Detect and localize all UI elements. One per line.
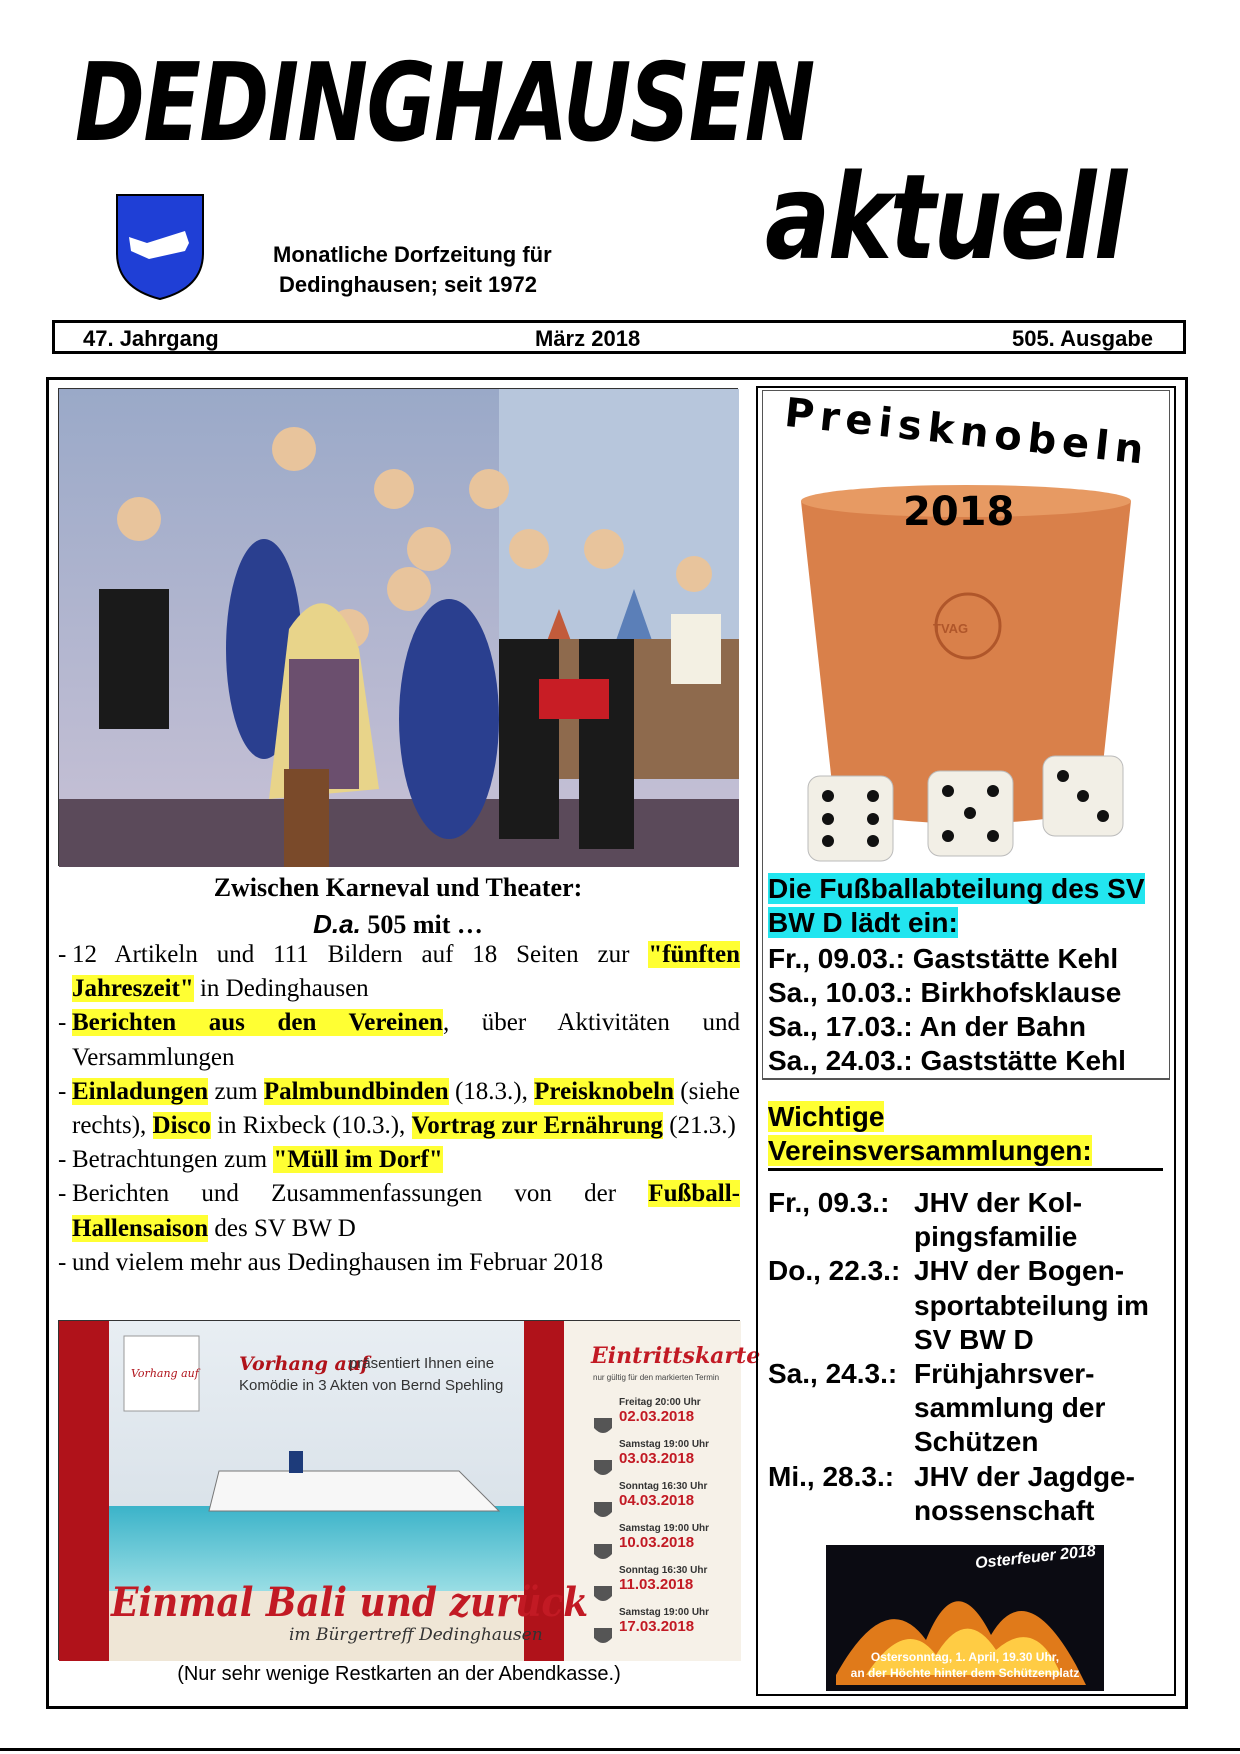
- show-date-value: 04.03.2018: [619, 1492, 695, 1509]
- osterfeuer-image: [826, 1542, 1104, 1691]
- highlight: Einladungen: [72, 1077, 209, 1105]
- versammlung-date: Mi., 28.3.:: [768, 1460, 895, 1492]
- show-date: [619, 1523, 739, 1565]
- versammlung-line: nossenschaft: [914, 1494, 1095, 1526]
- masthead: [75, 40, 1195, 310]
- show-day: Samstag 19:00 Uhr: [619, 1439, 710, 1450]
- text: (18.3.),: [448, 1077, 535, 1105]
- text: Betrachtungen zum: [72, 1146, 274, 1174]
- poster-intro-2: Komödie in 3 Akten von Bernd Spehling: [239, 1377, 504, 1394]
- tagline-line-1: Monatliche Dorfzeitung für: [273, 242, 552, 267]
- versammlung-row: [768, 1460, 1168, 1528]
- versammlung-text: [914, 1186, 1168, 1254]
- tagline-line-2: Dedinghausen; seit 1972: [279, 272, 537, 297]
- versammlungen-list: [768, 1186, 1168, 1528]
- newspaper-title: DEDINGHAUSEN: [75, 41, 814, 166]
- poster-caption: (Nur sehr wenige Restkarten an der Abendkasse.): [177, 1663, 621, 1685]
- versammlung-line: Schützen: [914, 1426, 1039, 1458]
- show-date-value: 10.03.2018: [619, 1534, 695, 1551]
- carnival-photo: [58, 388, 738, 866]
- divider: [762, 1078, 1170, 1079]
- show-date: [619, 1439, 739, 1481]
- poster-verein: Vorhang auf: [239, 1353, 369, 1375]
- versammlung-row: [768, 1357, 1168, 1460]
- play-venue: im Bürgertreff Dedinghausen: [289, 1625, 543, 1645]
- da-abbrev: D.a.: [313, 909, 361, 939]
- newspaper-subtitle: aktuell: [765, 148, 1125, 286]
- show-day: Sonntag 16:30 Uhr: [619, 1565, 708, 1576]
- fussball-dates: [768, 942, 1164, 1078]
- osterfeuer-info: [830, 1649, 1100, 1681]
- issue-number: 505. Ausgabe: [1011, 326, 1153, 351]
- bottom-rule: [0, 1748, 1240, 1751]
- issue-info-bar: [52, 320, 1186, 354]
- versammlung-line: JHV der Kol-: [914, 1187, 1083, 1218]
- list-item: [58, 1177, 740, 1245]
- poster-intro: präsentiert Ihnen eine: [349, 1355, 495, 1372]
- versammlung-date: Do., 22.3.:: [768, 1255, 901, 1287]
- highlight: "Müll im Dorf": [273, 1146, 443, 1174]
- highlight: Palmbundbinden: [263, 1077, 449, 1105]
- headline-rest: 505 mit …: [360, 910, 483, 939]
- issue-date: März 2018: [535, 326, 641, 351]
- theater-poster: [58, 1320, 761, 1660]
- ticket-note: nur gültig für den markierten Termin: [593, 1373, 720, 1382]
- show-date-value: 11.03.2018: [619, 1576, 694, 1593]
- preisknobeln-title: Preisknobeln: [782, 389, 1152, 475]
- show-day: Freitag 20:00 Uhr: [619, 1397, 701, 1408]
- preisknobeln-year: 2018: [903, 489, 1015, 535]
- versammlung-row: [768, 1186, 1168, 1254]
- text: in Rixbeck (10.3.),: [210, 1112, 412, 1140]
- ticket-title: Eintrittskarte: [591, 1343, 761, 1369]
- versammlung-text: [914, 1254, 1168, 1357]
- list-item: [58, 1006, 740, 1074]
- tagline: [273, 240, 552, 300]
- text: , über Aktivitäten und Versammlungen: [72, 1009, 740, 1071]
- list-item: [58, 938, 740, 1006]
- versammlung-line: pingsfamilie: [914, 1221, 1078, 1253]
- fussball-date: Fr., 09.03.: Gaststätte Kehl: [768, 943, 1119, 974]
- versammlung-text: [914, 1460, 1168, 1528]
- versammlung-line: sammlung der: [914, 1392, 1106, 1424]
- verein-logo-text: Vorhang auf: [131, 1367, 199, 1380]
- list-item: [58, 1143, 740, 1177]
- text: (21.3.): [662, 1112, 736, 1140]
- show-day: Sonntag 16:30 Uhr: [619, 1481, 708, 1492]
- osterfeuer-title: Osterfeuer 2018: [974, 1542, 1097, 1573]
- versammlung-line: sportabteilung im: [914, 1289, 1149, 1321]
- highlight: Vortrag zur Ernährung: [411, 1112, 663, 1140]
- headline-line-1: Zwischen Karneval und Theater:: [213, 873, 583, 902]
- text: des SV BW D: [208, 1214, 356, 1242]
- versammlung-date: Fr., 09.3.:: [768, 1187, 890, 1218]
- fussball-date: Sa., 10.03.: Birkhofsklause: [768, 977, 1122, 1008]
- highlight: Fußball-Hallensaison: [72, 1180, 740, 1242]
- jahrgang: 47. Jahrgang: [83, 326, 219, 351]
- show-date-value: 17.03.2018: [619, 1618, 695, 1635]
- show-day: Samstag 19:00 Uhr: [619, 1607, 710, 1618]
- text: Berichten und Zusammenfassungen von der: [72, 1180, 649, 1208]
- text: und vielem mehr aus Dedinghausen im Februar 2018: [72, 1248, 604, 1276]
- fussball-date: Sa., 24.03.: Gaststätte Kehl: [768, 1045, 1126, 1076]
- coat-of-arms-icon: [115, 193, 205, 301]
- versammlung-line: Frühjahrsver-: [914, 1358, 1095, 1390]
- heading-underline: [768, 1168, 1163, 1171]
- cup-logo-text: TVAG: [933, 621, 969, 636]
- versammlung-date: Sa., 24.3.:: [768, 1358, 898, 1390]
- show-date-value: 02.03.2018: [619, 1408, 695, 1425]
- osterfeuer-line-2: an der Höchte hinter dem Schützenplatz: [850, 1666, 1080, 1680]
- highlight: Disco: [152, 1112, 211, 1140]
- versammlung-line: SV BW D: [914, 1323, 1034, 1355]
- show-date: [619, 1481, 739, 1523]
- versammlung-line: JHV der Bogen-: [914, 1255, 1125, 1287]
- show-date-value: 03.03.2018: [619, 1450, 695, 1467]
- show-date: [619, 1607, 739, 1649]
- versammlung-row: [768, 1254, 1168, 1357]
- contents-list: [58, 938, 740, 1280]
- versammlung-line: JHV der Jagdge-: [914, 1460, 1135, 1492]
- text: in Dedinghausen: [193, 975, 369, 1003]
- highlight: Berichten aus den Vereinen: [72, 1009, 443, 1037]
- play-title: Einmal Bali und zurück: [111, 1579, 589, 1626]
- heading-line-1: Wichtige: [768, 1101, 885, 1132]
- text: zum: [208, 1077, 264, 1105]
- show-day: Samstag 19:00 Uhr: [619, 1523, 710, 1534]
- heading-line-2: Vereinsversammlungen:: [768, 1135, 1092, 1166]
- versammlungen-heading: [768, 1100, 1164, 1168]
- show-date: [619, 1397, 739, 1439]
- versammlung-text: [914, 1357, 1168, 1460]
- fussball-heading: [768, 872, 1164, 940]
- highlight: "fünften Jahreszeit": [72, 941, 740, 1003]
- text: 12 Artikeln und 111 Bildern auf 18 Seiten zur: [72, 941, 649, 968]
- list-item: [58, 1075, 740, 1143]
- highlight: Preisknobeln: [534, 1077, 674, 1105]
- show-date: [619, 1565, 739, 1607]
- list-item: [58, 1246, 740, 1280]
- show-dates: [619, 1397, 739, 1649]
- osterfeuer-line-1: Ostersonntag, 1. April, 19.30 Uhr,: [870, 1650, 1060, 1664]
- lead-headline: [58, 870, 738, 943]
- text: (siehe rechts),: [72, 1077, 740, 1140]
- fussball-heading-text: Die Fußballabteilung des SV BW D lädt ein:: [768, 873, 1145, 938]
- fussball-date: Sa., 17.03.: An der Bahn: [768, 1011, 1086, 1042]
